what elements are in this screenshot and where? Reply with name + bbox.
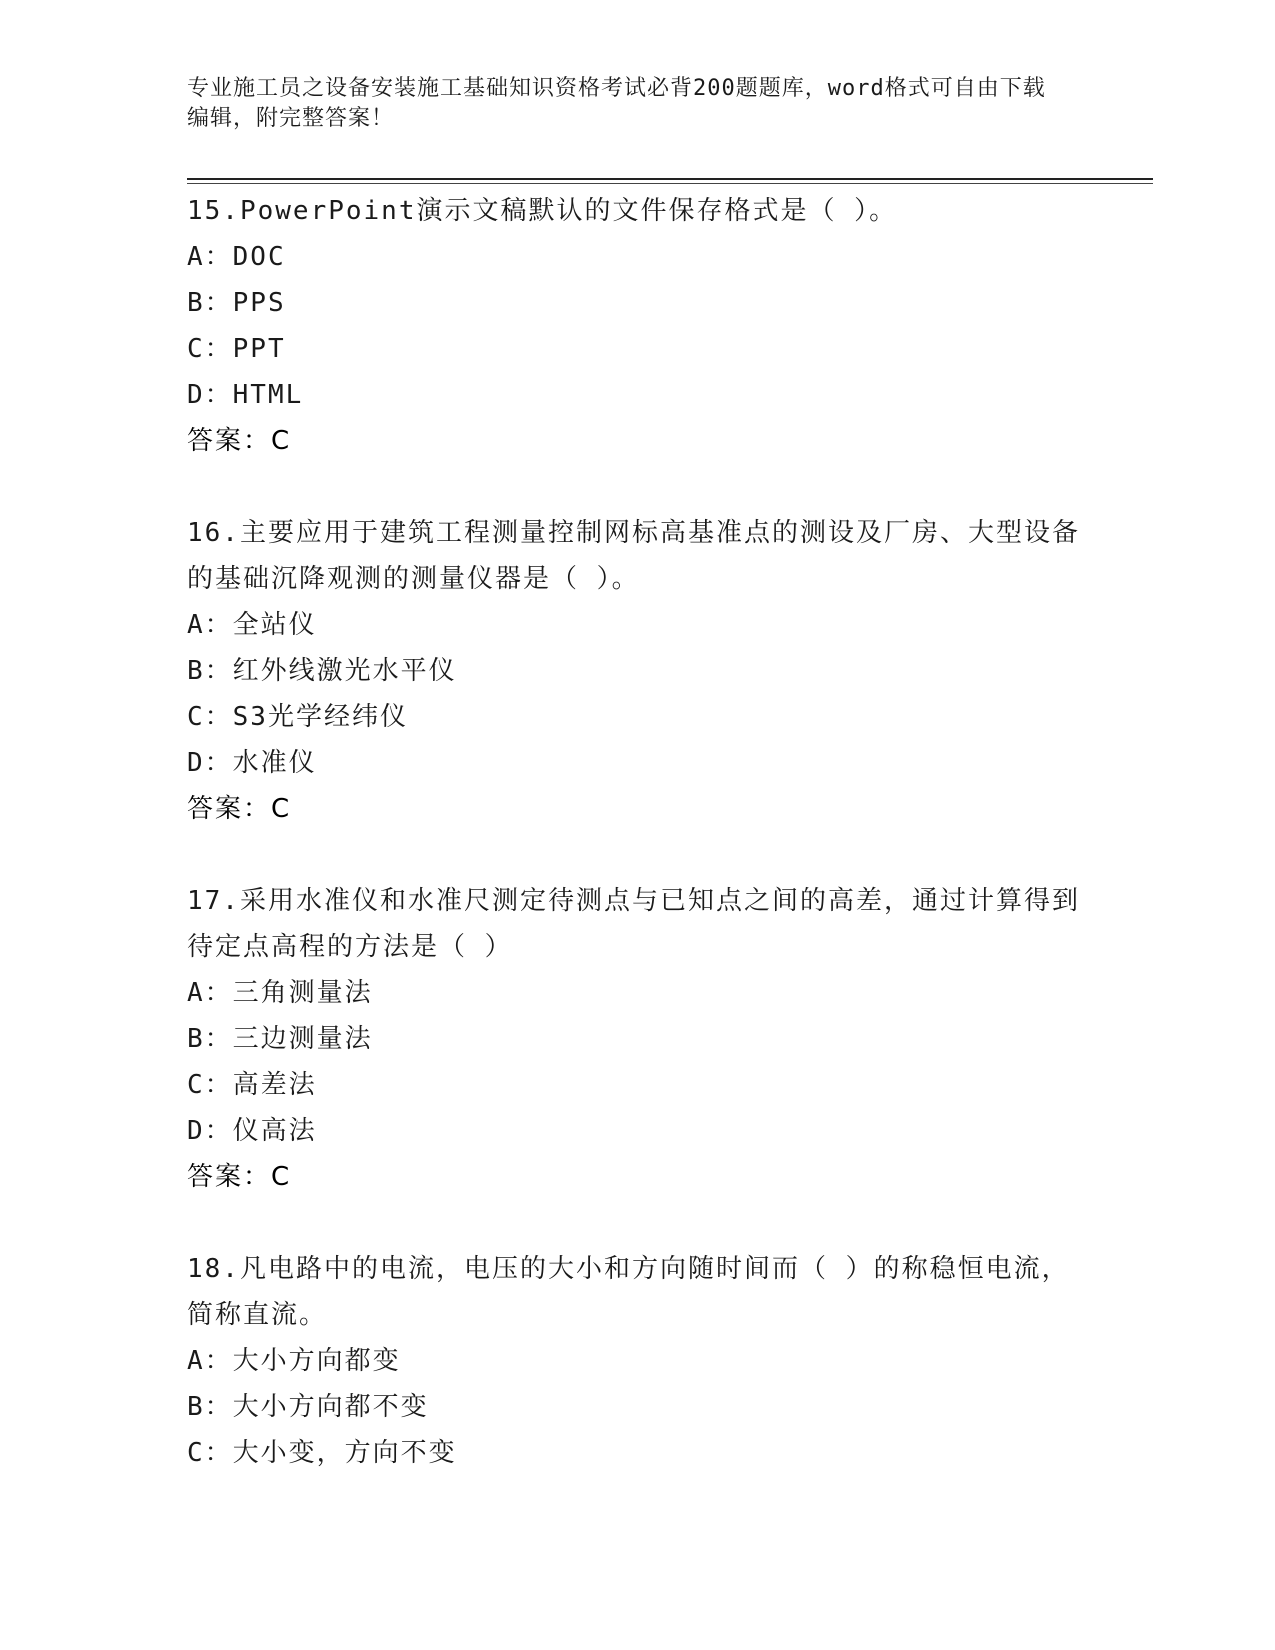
option-key: C：	[187, 1438, 233, 1468]
option-c	[187, 1430, 1087, 1476]
option-key: B：	[187, 1392, 233, 1422]
option-key: C：	[187, 334, 233, 364]
question-18	[187, 1246, 1087, 1476]
option-key: C：	[187, 702, 233, 732]
option-text: S3光学经纬仪	[232, 702, 408, 732]
option-d	[187, 1108, 1087, 1154]
option-key: B：	[187, 1024, 233, 1054]
option-key: A：	[187, 1346, 233, 1376]
option-d	[187, 740, 1087, 786]
option-c	[187, 694, 1087, 740]
question-stem: 18.凡电路中的电流，电压的大小和方向随时间而（ ）的称稳恒电流，简称直流。	[187, 1254, 1070, 1330]
option-key: B：	[187, 288, 233, 318]
option-text: 大小变，方向不变	[232, 1438, 457, 1468]
option-key: D：	[187, 1116, 233, 1146]
answer-line: 答案：C	[187, 794, 292, 824]
option-text: 三角测量法	[232, 978, 373, 1008]
answer-line: 答案：C	[187, 1162, 292, 1192]
question-15	[187, 188, 1087, 464]
option-key: A：	[187, 978, 233, 1008]
question-stem: 15.PowerPoint演示文稿默认的文件保存格式是（ ）。	[187, 196, 898, 226]
option-d	[187, 372, 1087, 418]
question-stem: 17.采用水准仪和水准尺测定待测点与已知点之间的高差，通过计算得到待定点高程的方法是（ ）	[187, 886, 1080, 962]
question-list	[187, 188, 1087, 1522]
document-header: 专业施工员之设备安装施工基础知识资格考试必背200题题库，word格式可自由下载编辑，附完整答案！	[187, 76, 1046, 131]
option-text: PPT	[232, 334, 286, 364]
option-a	[187, 234, 1087, 280]
option-text: 三边测量法	[232, 1024, 373, 1054]
option-key: C：	[187, 1070, 233, 1100]
option-text: 高差法	[232, 1070, 317, 1100]
option-key: D：	[187, 380, 233, 410]
option-c	[187, 326, 1087, 372]
question-16	[187, 510, 1087, 832]
option-text: 水准仪	[232, 748, 317, 778]
option-text: 全站仪	[232, 610, 317, 640]
option-a	[187, 970, 1087, 1016]
option-b	[187, 280, 1087, 326]
option-key: B：	[187, 656, 233, 686]
option-b	[187, 648, 1087, 694]
option-a	[187, 1338, 1087, 1384]
option-text: 红外线激光水平仪	[232, 656, 457, 686]
option-text: 大小方向都不变	[232, 1392, 429, 1422]
header-rule-thin	[187, 183, 1153, 184]
question-stem: 16.主要应用于建筑工程测量控制网标高基准点的测设及厂房、大型设备的基础沉降观测的测量仪器是（ ）。	[187, 518, 1080, 594]
option-text: DOC	[232, 242, 286, 272]
header-rule-thick	[187, 178, 1153, 180]
option-b	[187, 1016, 1087, 1062]
option-text: PPS	[232, 288, 286, 318]
option-text: 仪高法	[232, 1116, 317, 1146]
option-b	[187, 1384, 1087, 1430]
option-key: A：	[187, 610, 233, 640]
answer-line: 答案：C	[187, 426, 292, 456]
question-17	[187, 878, 1087, 1200]
option-text: 大小方向都变	[232, 1346, 401, 1376]
option-text: HTML	[232, 380, 304, 410]
option-key: D：	[187, 748, 233, 778]
option-c	[187, 1062, 1087, 1108]
option-key: A：	[187, 242, 233, 272]
option-a	[187, 602, 1087, 648]
